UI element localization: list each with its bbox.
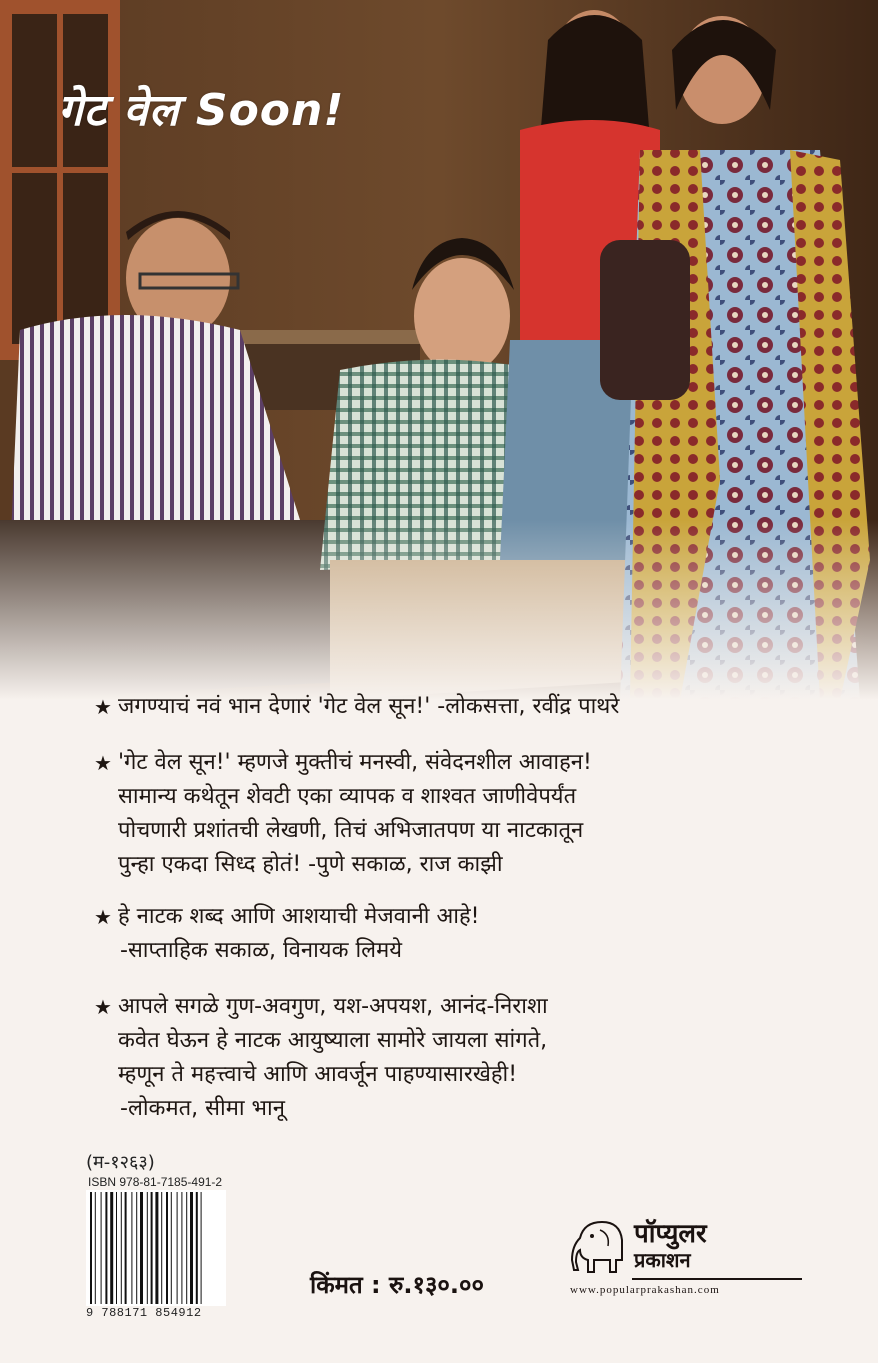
review-line: आपले सगळे गुण-अवगुण, यश-अपयश, आनंद-निराशा — [118, 994, 548, 1019]
barcode-bar — [131, 1192, 132, 1304]
review-2 — [94, 746, 838, 882]
review-line: जगण्याचं नवं भान देणारं 'गेट वेल सून!' -लोकसत्ता, रवींद्र पाथरे — [118, 694, 620, 719]
barcode-bar — [110, 1192, 113, 1304]
review-3 — [94, 900, 838, 968]
barcode-digits: 9 788171 854912 — [86, 1306, 202, 1320]
barcode-bar — [116, 1192, 117, 1304]
publisher-url: www.popularprakashan.com — [570, 1284, 720, 1296]
barcode-bar — [101, 1192, 102, 1304]
review-line: हे नाटक शब्द आणि आशयाची मेजवानी आहे! — [118, 904, 480, 929]
review-4 — [94, 990, 838, 1126]
publisher-subtitle: प्रकाशन — [634, 1248, 691, 1272]
barcode-bar — [121, 1192, 122, 1304]
review-1 — [94, 690, 838, 724]
barcode — [86, 1190, 226, 1306]
elephant-icon — [570, 1216, 630, 1278]
barcode-bar — [95, 1192, 96, 1304]
barcode-bar — [190, 1192, 193, 1304]
barcode-bar — [161, 1192, 162, 1304]
review-line: कवेत घेऊन हे नाटक आयुष्याला सामोरे जायला सांगते, — [118, 1028, 548, 1053]
barcode-bar — [155, 1192, 158, 1304]
barcode-bar — [186, 1192, 187, 1304]
review-line: म्हणून ते महत्त्वाचे आणि आवर्जून पाहण्यासारखेही! — [118, 1062, 518, 1087]
barcode-bar — [181, 1192, 182, 1304]
barcode-bar — [171, 1192, 172, 1304]
star-icon: ★ — [94, 695, 112, 719]
barcode-bar — [136, 1192, 137, 1304]
book-code: (म-१२६३) — [86, 1152, 155, 1173]
barcode-bar — [201, 1192, 202, 1304]
barcode-bar — [147, 1192, 148, 1304]
star-icon: ★ — [94, 751, 112, 775]
barcode-bar — [105, 1192, 107, 1304]
barcode-bar — [177, 1192, 178, 1304]
barcode-bar — [196, 1192, 198, 1304]
review-source: -लोकमत, सीमा भानू — [120, 1096, 285, 1121]
review-source: -साप्ताहिक सकाळ, विनायक लिमये — [120, 938, 402, 963]
review-line: 'गेट वेल सून!' म्हणजे मुक्तीचं मनस्वी, संवेदनशील आवाहन! — [118, 750, 592, 775]
review-line: पुन्हा एकदा सिध्द होतं! -पुणे सकाळ, राज काझी — [118, 852, 503, 877]
price: किंमत : रु.१३०.०० — [310, 1271, 484, 1299]
review-line: सामान्य कथेतून शेवटी एका व्यापक व शाश्वत जाणीवेपर्यंत — [118, 784, 577, 809]
cover-title: गेट वेल Soon! — [58, 85, 345, 136]
barcode-bar — [151, 1192, 153, 1304]
barcode-bar — [125, 1192, 127, 1304]
review-line: पोचणारी प्रशांतची लेखणी, तिचं अभिजातपण या नाटकातून — [118, 818, 584, 843]
barcode-bar — [140, 1192, 143, 1304]
barcode-bar — [166, 1192, 168, 1304]
isbn-text: ISBN 978-81-7185-491-2 — [88, 1175, 223, 1189]
publisher-rule — [632, 1278, 802, 1280]
barcode-bar — [90, 1192, 92, 1304]
star-icon: ★ — [94, 905, 112, 929]
star-icon: ★ — [94, 995, 112, 1019]
publisher-logo — [570, 1212, 810, 1302]
publisher-name: पॉप्युलर — [634, 1219, 707, 1249]
